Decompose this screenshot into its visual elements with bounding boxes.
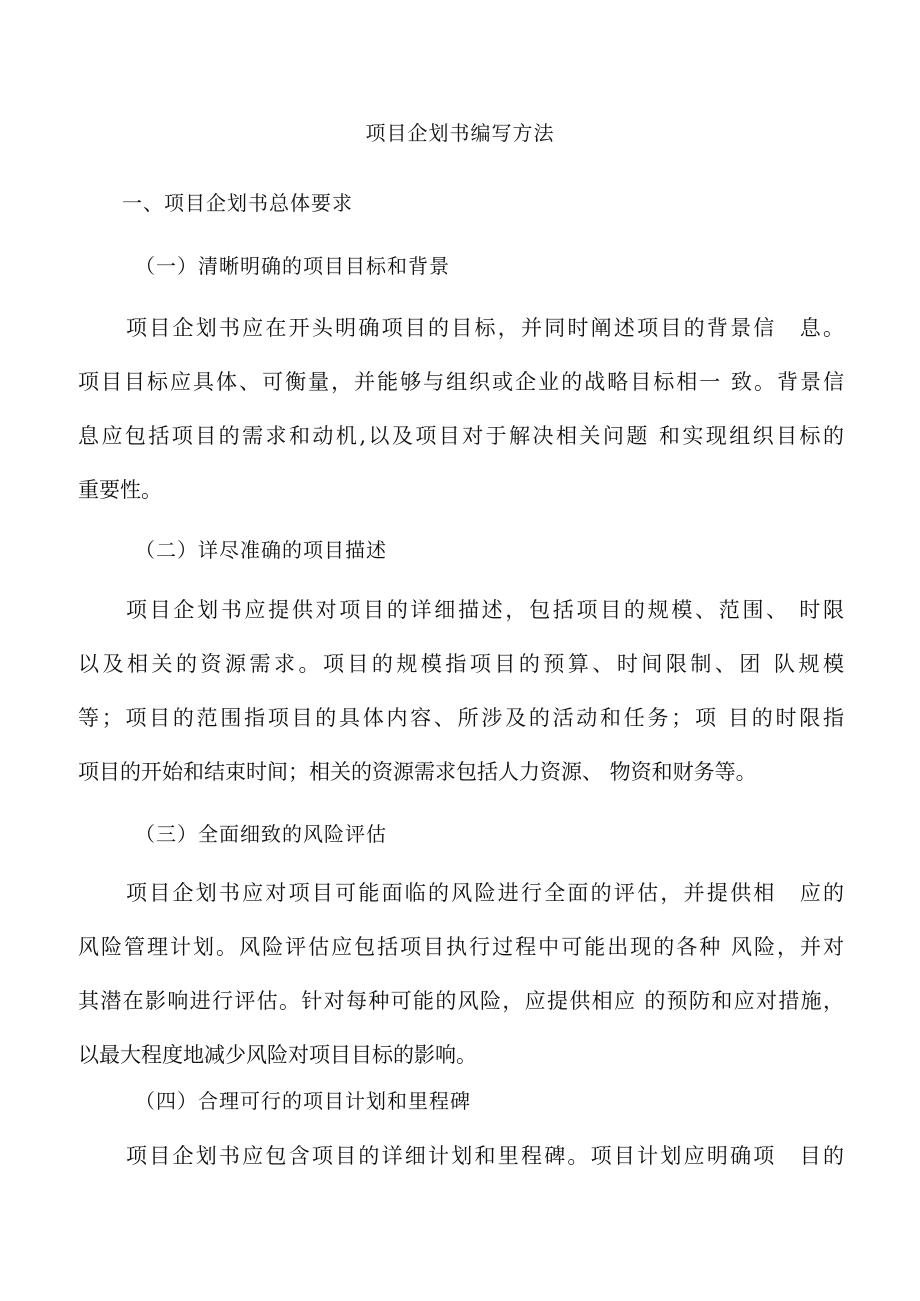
paragraph-line: 息应包括项目的需求和动机,以及项目对于解决相关问题 和实现组织目标的 — [78, 424, 844, 448]
paragraph-line: 以及相关的资源需求。项目的规模指项目的预算、时间限制、团 队规模 — [78, 652, 844, 676]
subsection-heading-3: （三）全面细致的风险评估 — [135, 822, 387, 846]
paragraph-line: 项目企划书应提供对项目的详细描述，包括项目的规模、范围、 时限 — [126, 598, 844, 622]
paragraph-line: 项目的开始和结束时间；相关的资源需求包括人力资源、 物资和财务等。 — [78, 760, 757, 784]
subsection-heading-1: （一）清晰明确的项目目标和背景 — [135, 254, 450, 278]
paragraph-line: 以最大程度地减少风险对项目目标的影响。 — [78, 1043, 477, 1067]
paragraph-4 — [78, 1129, 844, 1183]
paragraph-line: 等；项目的范围指项目的具体内容、所涉及的活动和任务；项 目的时限指 — [78, 706, 844, 730]
paragraph-line: 重要性。 — [78, 478, 162, 502]
paragraph-line: 项目企划书应对项目可能面临的风险进行全面的评估，并提供相 应的 — [126, 881, 844, 905]
paragraph-1 — [78, 301, 844, 517]
paragraph-line: 项目目标应具体、可衡量，并能够与组织或企业的战略目标相一 致。背景信 — [78, 370, 844, 394]
section-heading-1: 一、项目企划书总体要求 — [122, 191, 353, 215]
document-title: 项目企划书编写方法 — [365, 121, 555, 145]
paragraph-line: 项目企划书应在开头明确项目的目标，并同时阐述项目的背景信 息。 — [126, 316, 844, 340]
paragraph-2 — [78, 583, 844, 799]
paragraph-3 — [78, 866, 844, 1082]
paragraph-line: 其潜在影响进行评估。针对每种可能的风险，应提供相应 的预防和应对措施， — [78, 989, 844, 1013]
subsection-heading-4: （四）合理可行的项目计划和里程碑 — [135, 1089, 471, 1113]
paragraph-line: 项目企划书应包含项目的详细计划和里程碑。项目计划应明确项 目的 — [126, 1144, 844, 1168]
paragraph-line: 风险管理计划。风险评估应包括项目执行过程中可能出现的各种 风险，并对 — [78, 935, 844, 959]
subsection-heading-2: （二）详尽准确的项目描述 — [135, 538, 387, 562]
